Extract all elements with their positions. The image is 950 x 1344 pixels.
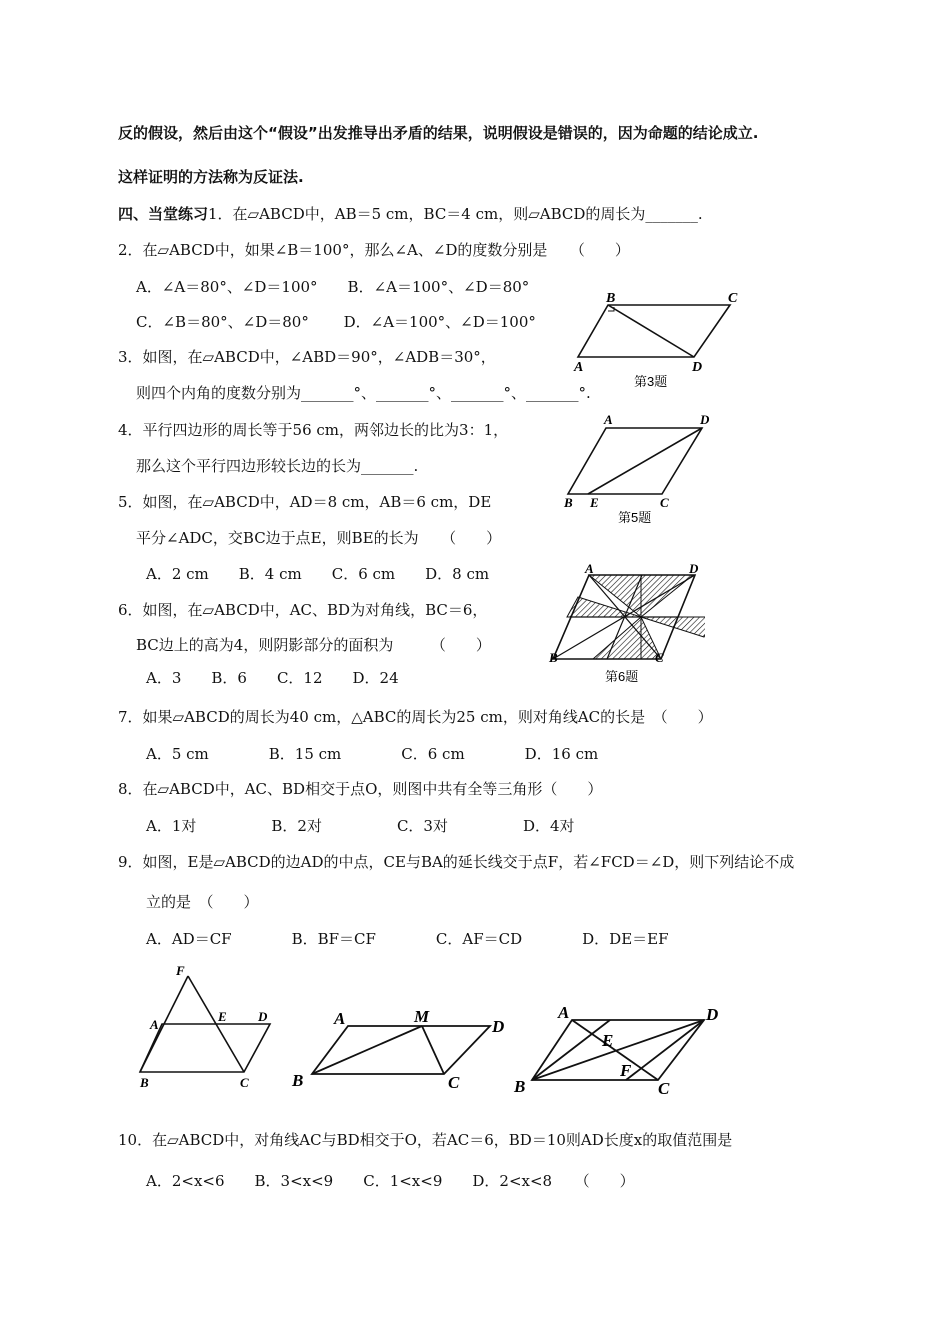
question-1-text: 1．在▱ABCD中，AB＝5 cm，BC＝4 cm，则▱ABCD的周长为_______. — [208, 205, 703, 223]
question-6-stem: 6．如图，在▱ABCD中，AC、BD为对角线，BC＝6， — [118, 601, 488, 619]
figure-9-middle-label-b: B — [292, 1071, 304, 1090]
figure-6-label-c: C — [655, 650, 664, 665]
figure-5-parallelogram — [568, 428, 702, 494]
figure-9-left-label-f: F — [176, 963, 185, 978]
question-3-continuation: 则四个内角的度数分别为_______°、_______°、_______°、_______°. — [136, 384, 591, 402]
question-5-options: A．2 cm B．4 cm C．6 cm D．8 cm — [146, 565, 490, 583]
figure-6-label-a: A — [585, 562, 594, 576]
figure-3-label-a: A — [574, 360, 584, 375]
question-9-continuation: 立的是 （ ） — [146, 893, 259, 911]
figure-3-diagonal-bd — [608, 305, 694, 357]
figure-5-label-c: C — [660, 495, 669, 510]
figure-9-right-label-f: F — [620, 1061, 632, 1080]
section-heading: 四、当堂练习 — [118, 205, 209, 223]
figure-9-right-diagonal-bd — [532, 1020, 704, 1080]
figure-5-label-e: E — [590, 495, 599, 510]
intro-line-1: 反的假设，然后由这个“假设”出发推导出矛盾的结果，说明假设是错误的，因为命题的结论成立. — [118, 124, 759, 142]
figure-9-right-line-be — [532, 1020, 610, 1080]
figure-6-caption: 第6题 — [605, 669, 639, 684]
figure-9-right-label-d: D — [706, 1005, 719, 1024]
figure-6-label-d: D — [689, 562, 699, 576]
question-2-options-cd: C．∠B＝80°、∠D＝80° D．∠A＝100°、∠D＝100° — [136, 313, 536, 331]
figure-9-middle-label-m: M — [414, 1007, 430, 1026]
figure-9-left — [130, 962, 280, 1090]
figure-9-middle-parallelogram — [312, 1026, 490, 1074]
figure-9-middle — [288, 1002, 513, 1090]
figure-9-right-label-c: C — [658, 1079, 670, 1095]
figure-9-right-label-a: A — [558, 1003, 570, 1022]
question-2-options-ab: A．∠A＝80°、∠D＝100° B．∠A＝100°、∠D＝80° — [136, 278, 530, 296]
figure-9-right-diagonal-ac — [572, 1020, 658, 1080]
figure-3-caption: 第3题 — [634, 374, 668, 389]
figure-3 — [570, 285, 770, 395]
figure-9-right — [510, 1000, 735, 1095]
figure-6-label-b: B — [549, 650, 558, 665]
figure-5 — [560, 412, 720, 530]
figure-9-left-label-a: A — [150, 1017, 159, 1032]
figure-5-caption: 第5题 — [618, 510, 652, 525]
question-6-options: A．3 B．6 C．12 D．24 — [146, 669, 399, 687]
figure-9-middle-line-mc — [422, 1026, 444, 1074]
question-10-options: A．2<x<6 B．3<x<9 C．1<x<9 D．2<x<8 （ ） — [146, 1172, 635, 1190]
figure-3-label-c: C — [728, 291, 738, 306]
figure-6-shaded-bottom-left — [593, 617, 641, 659]
figure-9-right-label-e: E — [602, 1031, 614, 1050]
question-5-stem: 5．如图，在▱ABCD中，AD＝8 cm，AB＝6 cm，DE — [118, 493, 492, 511]
figure-9-middle-line-bm — [312, 1026, 422, 1074]
figure-3-label-b: B — [606, 291, 616, 306]
figure-5-segment-de — [588, 428, 702, 494]
figure-5-label-b: B — [564, 495, 573, 510]
figure-3-label-d: D — [692, 360, 703, 375]
figure-3-parallelogram — [578, 305, 730, 357]
figure-9-left-label-c: C — [240, 1075, 249, 1090]
question-10-stem: 10．在▱ABCD中，对角线AC与BD相交于O，若AC＝6，BD＝10则AD长度x的取值范围是 — [118, 1131, 733, 1149]
question-9-stem: 9．如图，E是▱ABCD的边AD的中点，CE与BA的延长线交于点F，若∠FCD＝∠D，则下列结论不成 — [118, 853, 795, 871]
question-8-stem: 8．在▱ABCD中，AC、BD相交于点O，则图中共有全等三角形（ ） — [118, 780, 603, 798]
question-8-options: A．1对 B．2对 C．3对 D．4对 — [146, 817, 575, 835]
figure-6-shaded-right — [641, 617, 705, 637]
figure-9-left-parallelogram — [140, 1024, 270, 1072]
figure-9-right-label-b: B — [514, 1077, 526, 1095]
question-2-stem: 2．在▱ABCD中，如果∠B＝100°，那么∠A、∠D的度数分别是 （ ） — [118, 241, 630, 259]
question-9-options: A．AD＝CF B．BF＝CF C．AF＝CD D．DE＝EF — [146, 930, 669, 948]
figure-9-middle-label-d: D — [492, 1017, 505, 1036]
figure-9-left-label-d: D — [258, 1009, 268, 1024]
question-1 — [118, 205, 703, 223]
intro-line-2: 这样证明的方法称为反证法. — [118, 168, 304, 186]
figure-9-left-label-e: E — [218, 1009, 227, 1024]
question-7-options: A．5 cm B．15 cm C．6 cm D．16 cm — [146, 745, 599, 763]
figure-9-middle-label-c: C — [448, 1073, 460, 1090]
figure-6 — [545, 562, 705, 687]
figure-9-left-label-b: B — [140, 1075, 149, 1090]
figure-5-label-a: A — [604, 412, 613, 427]
question-5-continuation: 平分∠ADC，交BC边于点E，则BE的长为 （ ） — [136, 529, 502, 547]
question-3-stem: 3．如图，在▱ABCD中，∠ABD＝90°，∠ADB＝30°， — [118, 348, 496, 366]
question-6-continuation: BC边上的高为4，则阴影部分的面积为 （ ） — [136, 636, 491, 654]
figure-5-label-d: D — [700, 412, 710, 427]
question-7-stem: 7．如果▱ABCD的周长为40 cm，△ABC的周长为25 cm，则对角线AC的长是 （ ） — [118, 708, 713, 726]
figure-9-middle-label-a: A — [334, 1009, 346, 1028]
question-4-stem: 4．平行四边形的周长等于56 cm，两邻边长的比为3：1， — [118, 421, 509, 439]
question-4-continuation: 那么这个平行四边形较长边的长为_______. — [136, 457, 419, 475]
